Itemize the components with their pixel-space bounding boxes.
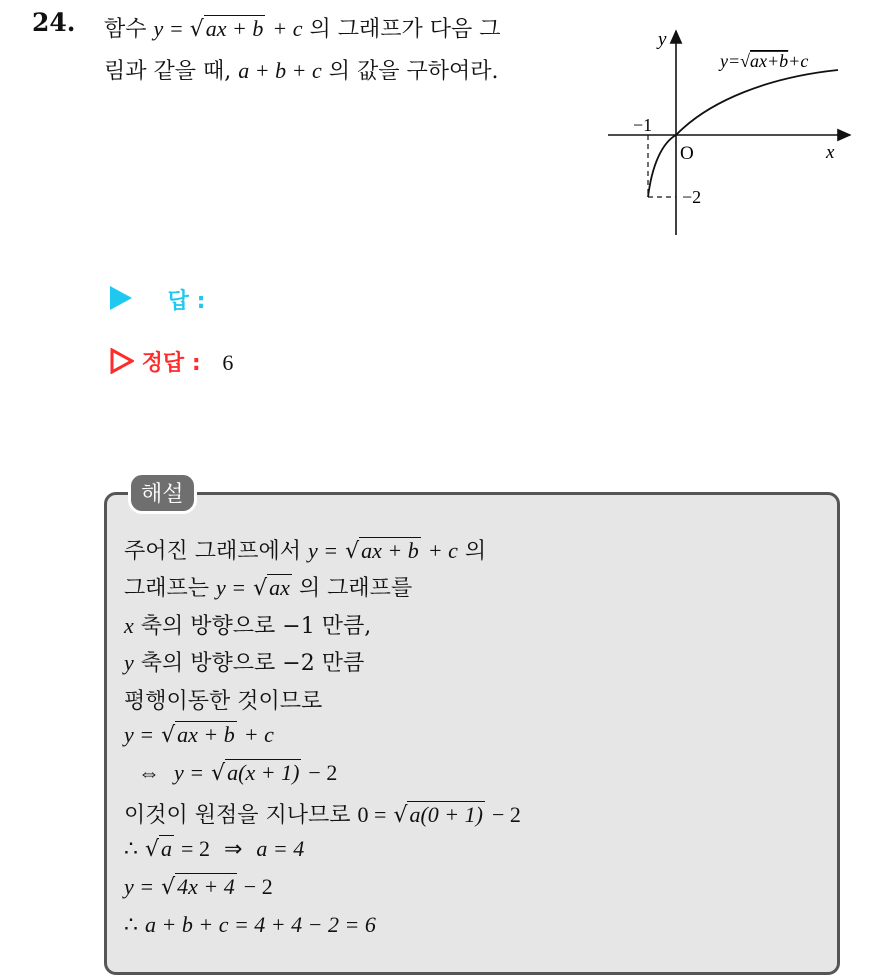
question-line-1	[104, 12, 500, 43]
x-axis-label: x	[826, 142, 835, 163]
exp-l7-sqrt: √a(x + 1)	[211, 760, 300, 786]
question-line-2	[104, 54, 498, 85]
question-eq-y: y	[153, 16, 164, 41]
exp-l1-end: 의	[464, 539, 487, 564]
exp-l2-text: 그래프는	[124, 576, 210, 601]
explanation-tag: 해설	[128, 472, 197, 514]
question-eq-tail: + c	[272, 16, 303, 41]
question-text-line2-start: 림과 같을 때,	[104, 59, 232, 84]
y-axis-label: y	[658, 29, 667, 50]
correct-answer-value: 6	[222, 350, 234, 375]
exp-l9-rhs: a = 4	[256, 836, 305, 861]
exp-l10-tail: − 2	[243, 874, 273, 899]
explanation-line-10	[124, 874, 273, 900]
exp-l3-var: x	[124, 613, 134, 638]
explanation-line-4	[124, 646, 364, 677]
answer-label: 답 :	[167, 289, 206, 314]
origin-label: O	[680, 143, 694, 164]
play-icon	[110, 286, 132, 310]
explanation-line-11	[124, 912, 376, 938]
explanation-line-5	[124, 684, 322, 715]
exp-l8-sqrt: √a(0 + 1)	[393, 802, 483, 828]
exp-l1-tail: + c	[427, 538, 458, 563]
exp-l6-radicand: ax + b	[177, 722, 235, 747]
exp-l6-lhs: y =	[124, 722, 155, 747]
question-text-line2-end: 의 값을 구하여라.	[328, 59, 499, 84]
curve-label-suffix: +c	[788, 51, 809, 71]
exp-l10-sqrt: √4x + 4	[161, 874, 235, 900]
explanation-line-8	[124, 798, 521, 829]
question-sqrt: √ax + b	[189, 16, 264, 42]
exp-l8-lhs: 0 =	[357, 802, 387, 827]
exp-l2-lhs: y =	[216, 575, 247, 600]
exp-l6-sqrt: √ax + b	[161, 722, 235, 748]
question-expr: a + b + c	[238, 58, 322, 83]
explanation-line-3	[124, 609, 371, 640]
exp-l1-lhs: y =	[308, 538, 339, 563]
exp-l9-therefore: ∴	[124, 836, 138, 861]
explanation-line-1	[124, 534, 486, 565]
curve-label-radicand: ax+b	[750, 51, 789, 71]
curve-label	[718, 51, 808, 71]
exp-l2-radicand: ax	[269, 575, 290, 600]
exp-l1-sqrt: √ax + b	[345, 538, 419, 564]
exp-l2-sqrt: √ax	[253, 575, 290, 601]
question-number: 24.	[32, 8, 76, 37]
tick-x-label: −1	[633, 115, 653, 135]
exp-l6-tail: + c	[243, 722, 274, 747]
play-outline-icon	[110, 348, 134, 374]
explanation-line-2	[124, 571, 412, 602]
exp-l10-lhs: y =	[124, 874, 155, 899]
exp-l9-arrow: ⇒	[223, 836, 243, 861]
exp-l8-text: 이것이 원점을 지나므로	[124, 803, 351, 828]
exp-l4-var: y	[124, 650, 134, 675]
exp-l9-mid: = 2	[181, 836, 210, 861]
exp-l1-text: 주어진 그래프에서	[124, 539, 302, 564]
curve-label-root: √	[740, 51, 751, 71]
correct-answer-label: 정답 :	[141, 351, 201, 376]
function-graph	[600, 25, 860, 240]
explanation-line-6	[124, 722, 274, 748]
correct-answer-row	[110, 346, 233, 377]
exp-l9-radicand: a	[161, 836, 173, 861]
question-radicand: ax + b	[205, 16, 264, 41]
answer-row	[110, 284, 205, 315]
exp-l8-radicand: a(0 + 1)	[409, 802, 483, 827]
exp-l8-tail: − 2	[491, 802, 521, 827]
exp-l3-text: 축의 방향으로 −1 만큼,	[140, 614, 372, 639]
exp-l10-radicand: 4x + 4	[177, 874, 235, 899]
exp-l11-therefore: ∴	[124, 912, 138, 937]
question-eq-equals: =	[170, 16, 183, 41]
exp-l7-radicand: a(x + 1)	[227, 760, 300, 785]
exp-l9-sqrt: √a	[145, 836, 173, 862]
exp-l5-text: 평행이동한 것이므로	[124, 689, 323, 714]
exp-l7-lhs: y =	[174, 760, 205, 785]
question-text-line1-end: 의 그래프가 다음 그	[309, 17, 501, 42]
curve-label-prefix: y=	[720, 51, 741, 71]
tick-y-label: −2	[682, 187, 702, 207]
exp-l7-arrow: ⇔	[138, 760, 160, 785]
explanation-line-9	[124, 836, 304, 862]
question-text-prefix: 함수	[104, 17, 147, 42]
explanation-line-7	[138, 760, 337, 786]
exp-l7-tail: − 2	[308, 760, 338, 785]
exp-l4-text: 축의 방향으로 −2 만큼	[140, 651, 365, 676]
exp-l2-end: 의 그래프를	[298, 576, 413, 601]
exp-l1-radicand: ax + b	[361, 538, 419, 563]
exp-l11-text: a + b + c = 4 + 4 − 2 = 6	[145, 912, 376, 937]
